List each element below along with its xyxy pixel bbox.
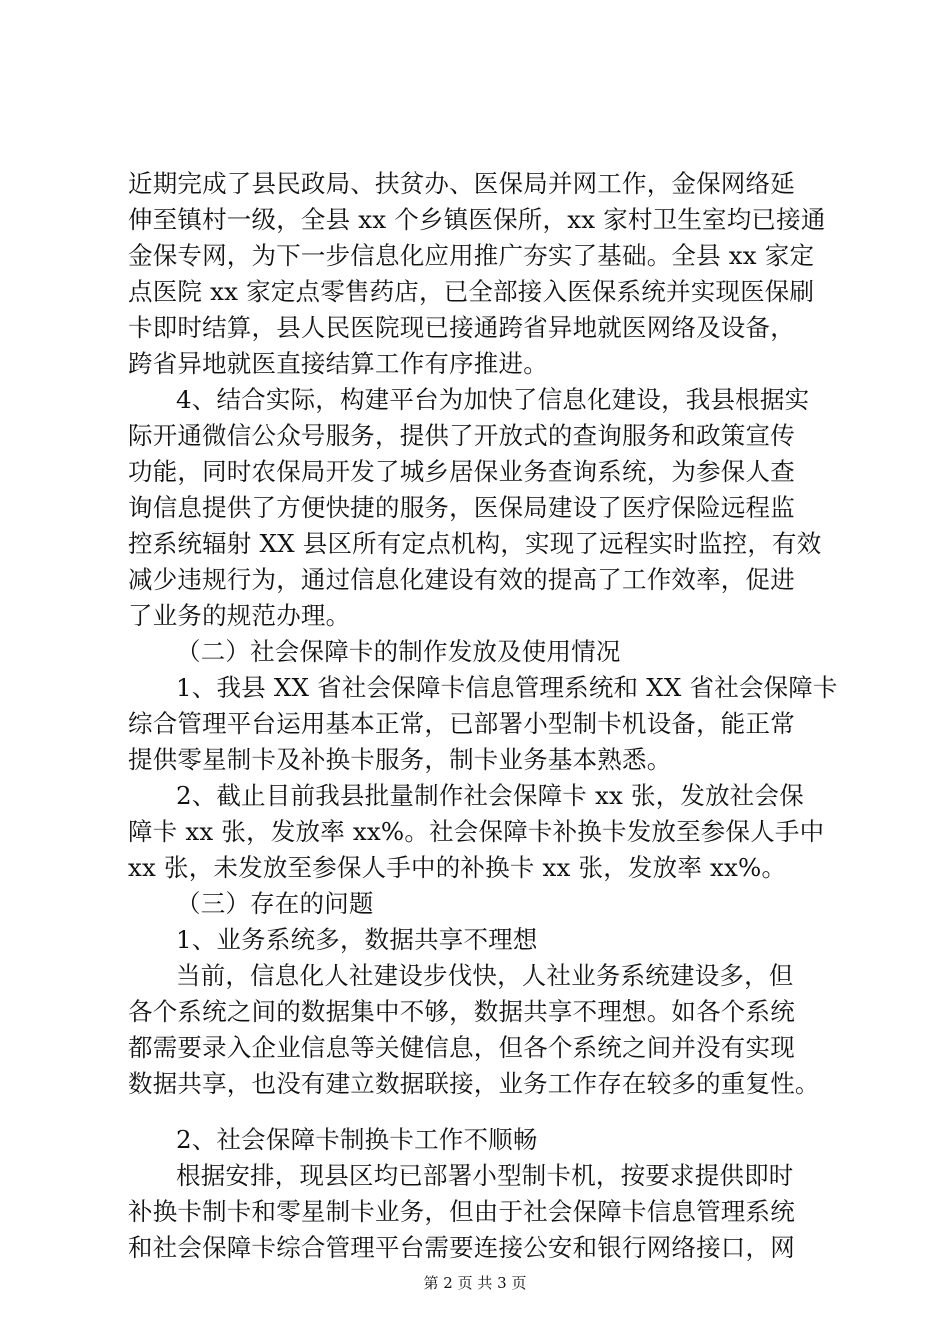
body-text-line: 跨省异地就医直接结算工作有序推进。 <box>128 349 548 378</box>
body-text-line: 综合管理平台运用基本正常，已部署小型制卡机设备，能正常 <box>128 709 795 738</box>
body-text-line: 控系统辐射 XX 县区所有定点机构，实现了远程实时监控，有效 <box>128 529 822 558</box>
body-text-line: 际开通微信公众号服务，提供了开放式的查询服务和政策宣传 <box>128 421 795 450</box>
subheading-1: 1、业务系统多，数据共享不理想 <box>176 925 538 954</box>
body-text-line: 障卡 xx 张，发放率 xx%。社会保障卡补换卡发放至参保人手中 <box>128 817 825 846</box>
body-text-line: 补换卡制卡和零星制卡业务，但由于社会保障卡信息管理系统 <box>128 1197 795 1226</box>
body-text-line: 卡即时结算，县人民医院现已接通跨省异地就医网络及设备， <box>128 313 795 342</box>
paragraph-item-4-line: 4、结合实际，构建平台为加快了信息化建设，我县根据实 <box>176 385 810 414</box>
section-heading-3: （三）存在的问题 <box>176 889 374 918</box>
paragraph-start-line: 当前，信息化人社建设步伐快，人社业务系统建设多，但 <box>176 961 794 990</box>
body-text-line: 功能，同时农保局开发了城乡居保业务查询系统，为参保人查 <box>128 457 795 486</box>
paragraph-start-line: 根据安排，现县区均已部署小型制卡机，按要求提供即时 <box>176 1161 794 1190</box>
body-text-line: 金保专网，为下一步信息化应用推广夯实了基础。全县 xx 家定 <box>128 241 815 270</box>
body-text-line: 都需要录入企业信息等关健信息，但各个系统之间并没有实现 <box>128 1033 795 1062</box>
body-text-line: 数据共享，也没有建立数据联接，业务工作存在较多的重复性。 <box>128 1069 820 1098</box>
body-text-line: 了业务的规范办理。 <box>128 601 351 630</box>
body-text-line: 和社会保障卡综合管理平台需要连接公安和银行网络接口，网 <box>128 1233 795 1262</box>
section-heading-2: （二）社会保障卡的制作发放及使用情况 <box>176 637 621 666</box>
body-text-line: 近期完成了县民政局、扶贫办、医保局并网工作，金保网络延 <box>128 169 795 198</box>
body-text-line: 各个系统之间的数据集中不够，数据共享不理想。如各个系统 <box>128 997 795 1026</box>
body-text-line: 提供零星制卡及补换卡服务，制卡业务基本熟悉。 <box>128 745 672 774</box>
body-text-line: 询信息提供了方便快捷的服务，医保局建设了医疗保险远程监 <box>128 493 795 522</box>
body-text-line: 伸至镇村一级，全县 xx 个乡镇医保所，xx 家村卫生室均已接通 <box>128 205 826 234</box>
body-text-line: xx 张，未发放至参保人手中的补换卡 xx 张，发放率 xx%。 <box>128 853 787 882</box>
page-number-footer: 第 2 页 共 3 页 <box>423 1274 527 1292</box>
paragraph-item-1-line: 1、我县 XX 省社会保障卡信息管理系统和 XX 省社会保障卡 <box>176 673 838 702</box>
body-text-line: 点医院 xx 家定点零售药店，已全部接入医保系统并实现医保刷 <box>128 277 815 306</box>
body-text-line: 减少违规行为，通过信息化建设有效的提高了工作效率，促进 <box>128 565 795 594</box>
paragraph-item-2-line: 2、截止目前我县批量制作社会保障卡 xx 张，发放社会保 <box>176 781 804 810</box>
subheading-2: 2、社会保障卡制换卡工作不顺畅 <box>176 1125 538 1154</box>
